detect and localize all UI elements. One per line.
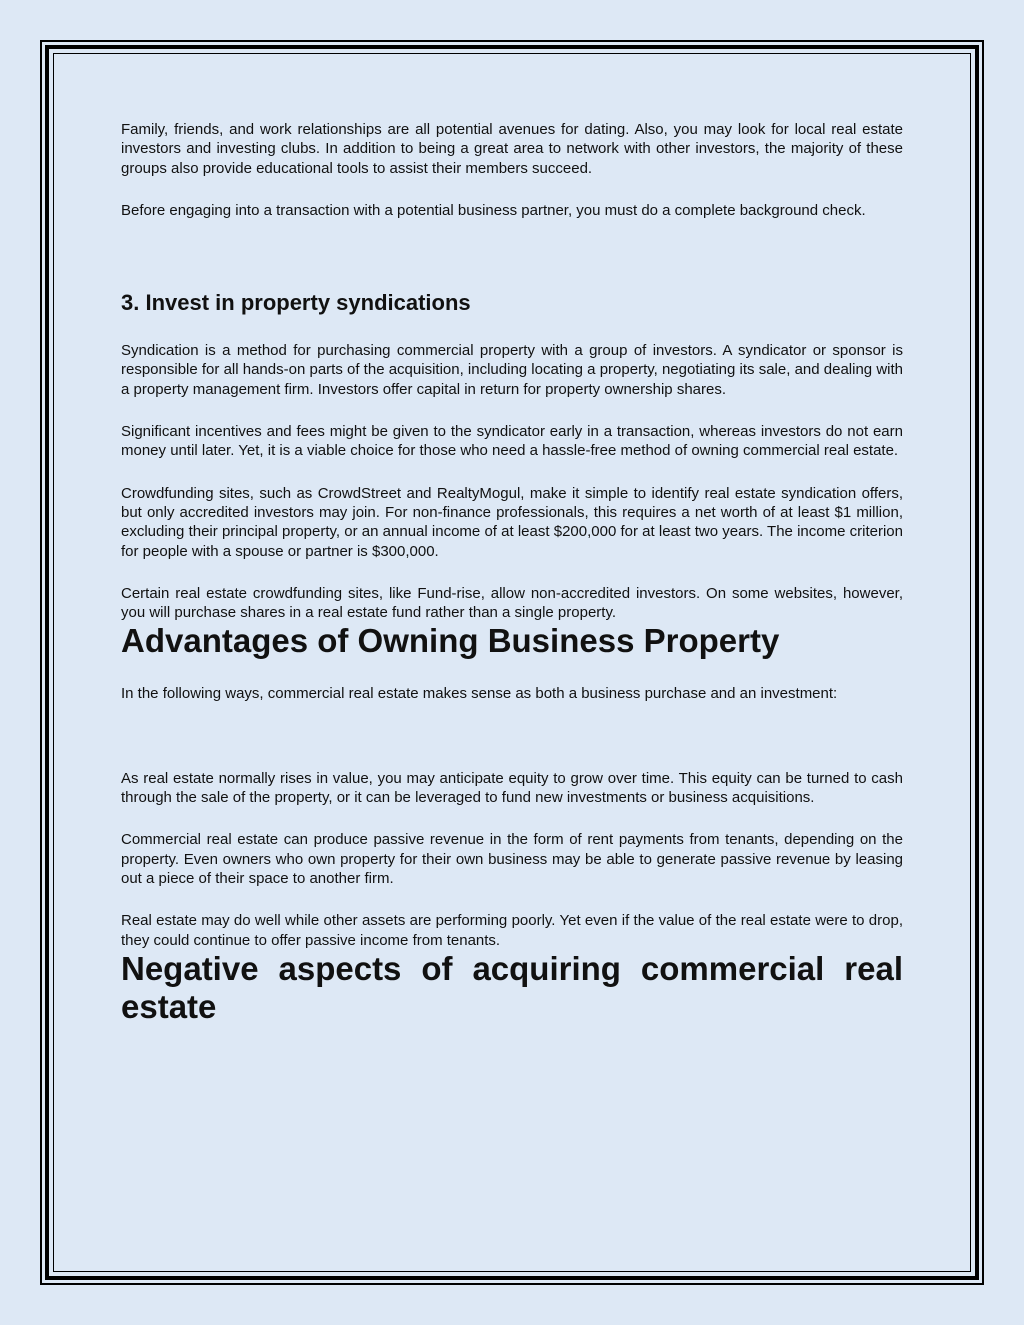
advantages-paragraph-1: As real estate normally rises in value, you may anticipate equity to grow over time. This equity can be turned to cash through the sale of the property, or it can be leveraged to fund new investments or business acquisitions.	[121, 769, 903, 807]
section-3-paragraph-2: Significant incentives and fees might be given to the syndicator early in a transaction, whereas investors do not earn money until later. Yet, it is a viable choice for those who need a hassle-free method of owning commercial real estate.	[121, 423, 903, 460]
advantages-paragraph-3: Real estate may do well while other assets are performing poorly. Yet even if the value of the real estate were to drop, they could continue to offer passive income from tenants.	[121, 912, 903, 949]
section-3-paragraph-3: Crowdfunding sites, such as CrowdStreet and RealtyMogul, make it simple to identify real estate syndication offers, but only accredited investors may join. For non-finance professionals, this requires a net worth of at least $1 million, excluding their principal property, or an annual income of at least $200,000 for at least two years. The income criterion for people with a spouse or partner is $300,000.	[121, 484, 903, 560]
advantages-heading: Advantages of Owning Business Property	[121, 622, 780, 660]
document-body	[121, 120, 903, 1026]
advantages-paragraph-2: Commercial real estate can produce passive revenue in the form of rent payments from tenants, depending on the property. Even owners who own property for their own business may be able to generate passive revenue by leasing out a piece of their space to another firm.	[121, 831, 903, 887]
negatives-heading: Negative aspects of acquiring commercial real estate	[121, 949, 903, 1025]
section-3-paragraph-1: Syndication is a method for purchasing commercial property with a group of investors. A syndicator or sponsor is responsible for all hands-on parts of the acquisition, including locating a property, negotiating its sale, and dealing with a property management firm. Investors offer capital in return for property ownership shares.	[121, 342, 903, 398]
section-3-heading: 3. Invest in property syndications	[121, 290, 471, 316]
advantages-intro: In the following ways, commercial real estate makes sense as both a business purchase and an investment:	[121, 685, 838, 703]
intro-paragraph-2: Before engaging into a transaction with a potential business partner, you must do a complete background check.	[121, 201, 866, 219]
section-3-paragraph-4: Certain real estate crowdfunding sites, like Fund-rise, allow non-accredited investors. On some websites, however, you will purchase shares in a real estate fund rather than a single property.	[121, 584, 903, 622]
intro-paragraph-1: Family, friends, and work relationships are all potential avenues for dating. Also, you may look for local real estate investors and investing clubs. In addition to being a great area to network with other investors, the majority of these groups also provide educational tools to assist their members succeed.	[121, 121, 903, 177]
